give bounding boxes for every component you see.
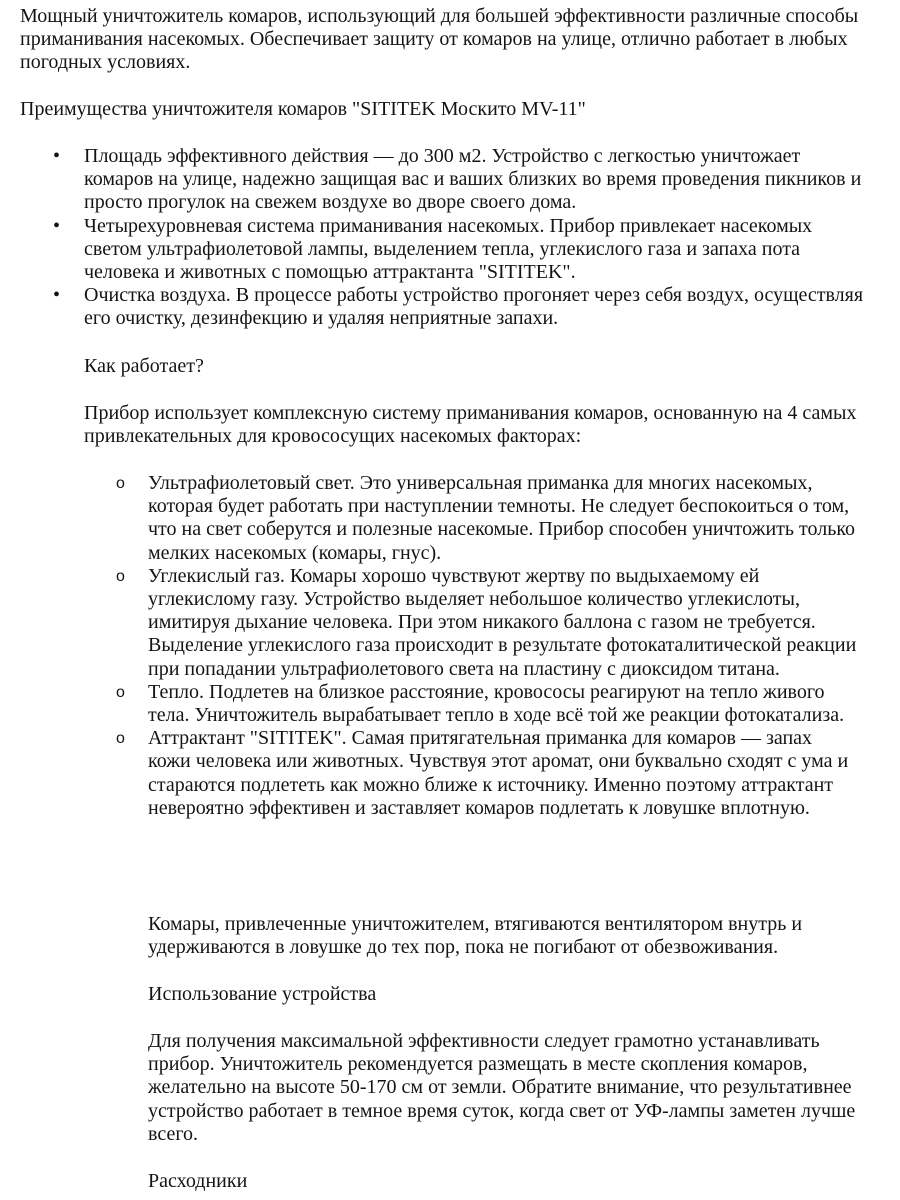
advantages-title: Преимущества уничтожителя комаров "SITITEK Москито MV-11" [20, 98, 586, 120]
list-item-text: Тепло. Подлетев на близкое расстояние, кровососы реагируют на тепло живого тела. Уничтожитель вырабатывает тепло в ходе всё той же реакции фотокатализа. [148, 680, 845, 727]
how-it-works-description: Прибор использует комплексную систему приманивания комаров, основанную на 4 самых привлекательных для кровососущих насекомых факторах: [84, 402, 857, 448]
factors-list [0, 472, 900, 820]
list-item-text: Площадь эффективного действия — до 300 м2. Устройство с легкостью уничтожает комаров на улице, надежно защищая вас и ваших близких во время проведения пикников и просто прогулок на свежем воздухе во дворе своего дома. [84, 145, 862, 214]
list-item [0, 472, 858, 565]
advantages-list [0, 145, 900, 331]
list-item-text: Очистка воздуха. В процессе работы устройство прогоняет через себя воздух, осуществляя его очистку, дезинфекцию и удаляя неприятные запахи. [84, 284, 864, 330]
list-item [0, 215, 874, 285]
bullet-marker: • [53, 145, 61, 167]
supplies-title: Расходники [148, 1170, 248, 1192]
bullet-marker: • [53, 284, 61, 307]
captured-paragraph: Комары, привлеченные уничтожителем, втягиваются вентилятором внутрь и удерживаются в ловушке до тех пор, пока не погибают от обезвоживания. [148, 913, 803, 959]
sub-bullet-marker: o [116, 683, 125, 701]
intro-paragraph: Мощный уничтожитель комаров, использующий для большей эффективности различные способы приманивания насекомых. Обеспечивает защиту от комаров на улице, отлично работает в любых погодных условиях. [20, 5, 859, 74]
how-it-works-title: Как работает? [84, 355, 204, 377]
bullet-marker: • [53, 214, 61, 237]
usage-paragraph: Для получения максимальной эффективности следует грамотно устанавливать прибор. Уничтожитель рекомендуется размещать в месте скопления комаров, желательно на высоте 50-170 см от земли. Обратите внимание, что результативнее устройство работает в темное время суток, когда свет от УФ-лампы заметен лучше всего. [148, 1030, 856, 1145]
usage-title: Использование устройства [148, 983, 377, 1005]
list-item [0, 565, 858, 681]
list-item [0, 145, 874, 215]
list-item [0, 727, 858, 820]
sub-bullet-marker: o [116, 475, 125, 492]
sub-bullet-marker: o [116, 730, 125, 748]
list-item [0, 284, 874, 330]
sub-bullet-marker: o [116, 567, 125, 585]
list-item [0, 681, 858, 727]
list-item-text: Углекислый газ. Комары хорошо чувствуют жертву по выдыхаемому ей углекислому газу. Устройство выделяет небольшое количество углекислоты, имитируя дыхание человека. При этом никакого баллона с газом не требуется. Выделение углекислого газа происходит в результате фотокаталитической реакции при попадании ультрафиолетового света на пластину с диоксидом титана. [148, 564, 857, 680]
list-item-text: Аттрактант "SITITEK". Самая притягательная приманка для комаров — запах кожи человека или животных. Чувствуя этот аромат, они буквально сходят с ума и стараются подлететь как можно ближе к источнику. Именно поэтому аттрактант невероятно эффективен и заставляет комаров подлетать к ловушке вплотную. [148, 727, 849, 819]
list-item-text: Четырехуровневая система приманивания насекомых. Прибор привлекает насекомых светом ультрафиолетовой лампы, выделением тепла, углекислого газа и запаха пота человека и животных с помощью аттрактанта "SITITEK". [84, 214, 813, 284]
list-item-text: Ультрафиолетовый свет. Это универсальная приманка для многих насекомых, которая будет работать при наступлении темноты. Не следует беспокоиться о том, что на свет соберутся и полезные насекомые. Прибор способен уничтожить только мелких насекомых (комары, гнус). [148, 472, 856, 564]
